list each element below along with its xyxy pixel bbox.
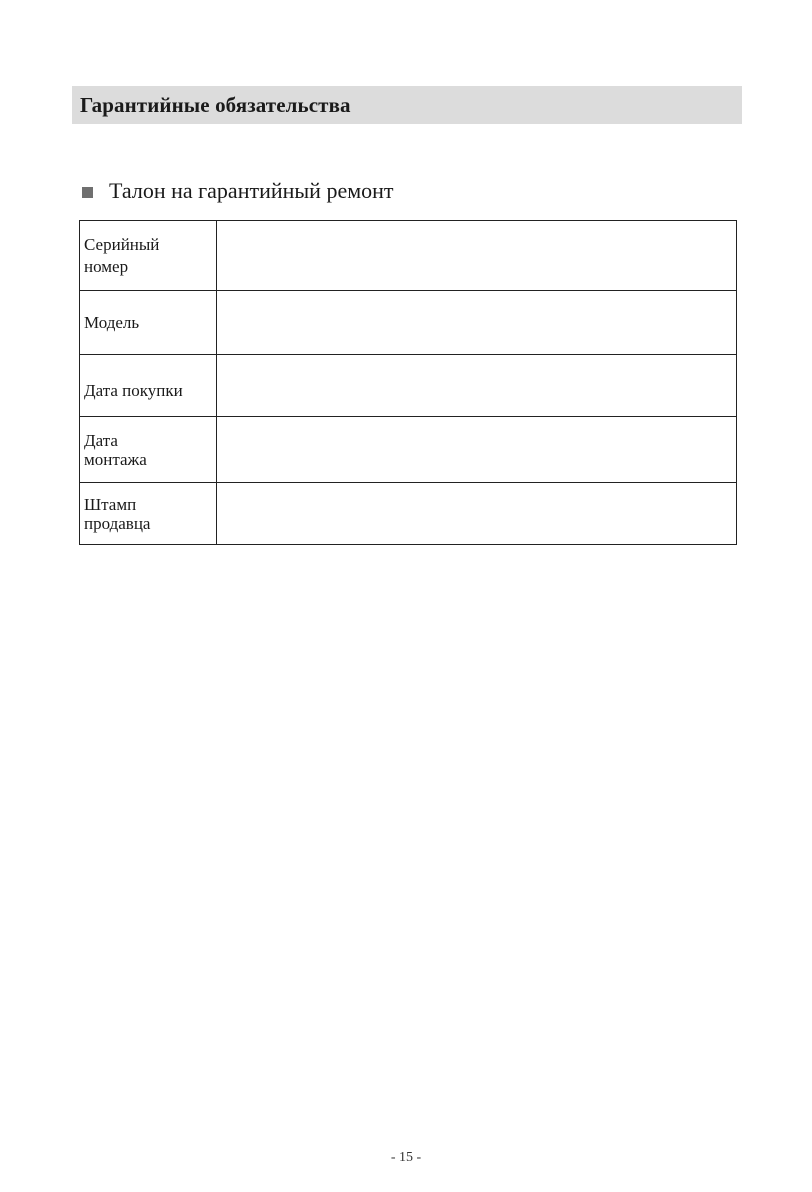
table-row-purchase-date <box>80 355 737 417</box>
table-row-serial-number <box>80 221 737 291</box>
label-installation-date: Дата монтажа <box>80 417 217 483</box>
value-model <box>217 291 737 355</box>
label-model: Модель <box>80 291 217 355</box>
page-number: - 15 - <box>390 1150 422 1165</box>
warranty-card-table <box>79 220 737 545</box>
subheading <box>82 178 394 204</box>
table-row-seller-stamp <box>80 483 737 545</box>
value-serial-number <box>217 221 737 291</box>
value-seller-stamp <box>217 483 737 545</box>
label-seller-stamp: Штамп продавца <box>80 483 217 545</box>
table-row-installation-date <box>80 417 737 483</box>
label-purchase-date: Дата покупки <box>80 355 217 417</box>
section-header <box>72 86 742 124</box>
table-row-model <box>80 291 737 355</box>
square-bullet-icon <box>82 187 93 198</box>
subheading-text: Талон на гарантийный ремонт <box>109 178 394 203</box>
value-installation-date <box>217 417 737 483</box>
value-purchase-date <box>217 355 737 417</box>
label-serial-number: Серийный номер <box>80 221 217 291</box>
section-title: Гарантийные обязательства <box>80 92 351 117</box>
